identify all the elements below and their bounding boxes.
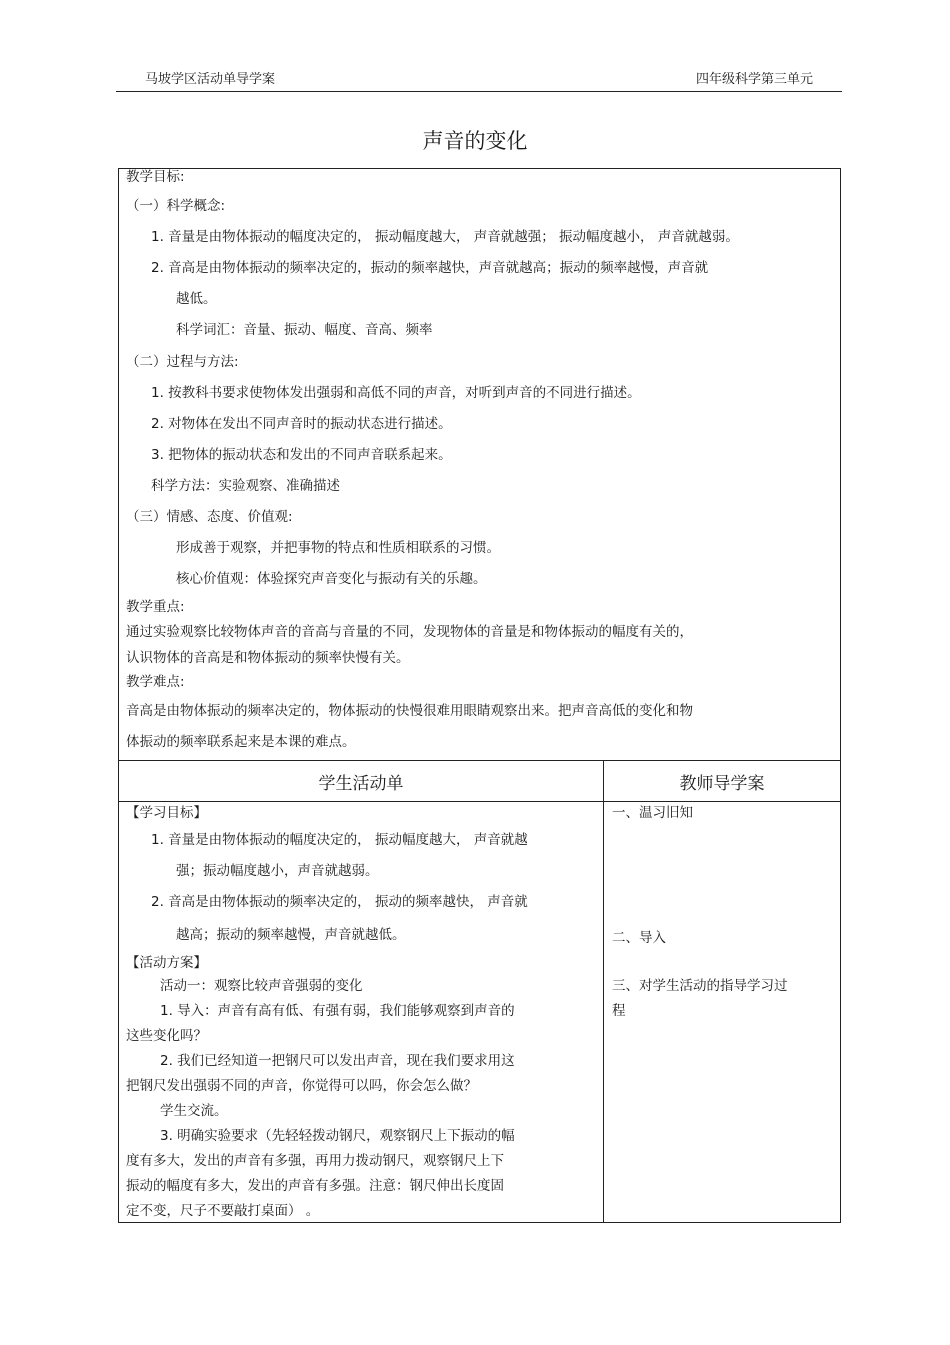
step-1-cont: 这些变化吗？ [126,1028,207,1044]
step-3: 3. 明确实验要求（先轻轻拨动钢尺，观察钢尺上下振动的幅 [160,1128,515,1144]
teacher-column-title: 教师导学案 [679,774,765,794]
science-vocab: 科学词汇：音量、振动、幅度、音高、频率 [176,322,433,338]
process-heading: （二）过程与方法: [126,354,239,370]
process-item-2: 2. 对物体在发出不同声音时的振动状态进行描述。 [151,416,452,432]
header-unit-name: 四年级科学第三单元 [695,72,813,87]
learning-goal-1: 1. 音量是由物体振动的幅度决定的， 振动幅度越大， 声音就越 [151,832,528,848]
teacher-item-guidance-cont: 程 [612,1003,626,1019]
step-3-cont-2: 振动的幅度有多大，发出的声音有多强。注意：钢尺伸出长度固 [126,1178,504,1194]
step-3-cont-3: 定不变，尺子不要敲打桌面） 。 [126,1203,320,1219]
attitude-heading: （三）情感、态度、价值观: [126,509,293,525]
learning-goal-2: 2. 音高是由物体振动的频率决定的， 振动的频率越快， 声音就 [151,894,528,910]
learning-goal-heading: 【学习目标】 [126,805,207,821]
header-school-name: 马坡学区活动单导学案 [145,72,276,87]
page-title: 声音的变化 [422,129,528,153]
learning-goal-2-cont: 越高；振动的频率越慢，声音就越低。 [176,927,406,943]
teacher-guide-cell [603,801,841,1223]
attitude-item-2: 核心价值观：体验探究声音变化与振动有关的乐趣。 [176,571,487,587]
teacher-item-review: 一、温习旧知 [612,805,693,821]
learning-goal-1-cont: 强；振动幅度越小，声音就越弱。 [176,863,379,879]
objectives-section [118,168,841,761]
concept-item-2: 2. 音高是由物体振动的频率决定的，振动的频率越快，声音就越高；振动的频率越慢，声音就 [151,260,709,276]
student-column-title: 学生活动单 [318,774,404,794]
teacher-item-intro: 二、导入 [612,930,666,946]
concept-item-2-cont: 越低。 [176,291,217,307]
step-2: 2. 我们已经知道一把钢尺可以发出声音，现在我们要求用这 [160,1053,515,1069]
key-point-line-2: 认识物体的音高是和物体振动的频率快慢有关。 [126,650,410,666]
step-3-cont-1: 度有多大，发出的声音有多强，再用力拨动钢尺，观察钢尺上下 [126,1153,504,1169]
attitude-item-1: 形成善于观察，并把事物的特点和性质相联系的习惯。 [176,540,500,556]
teacher-item-guidance: 三、对学生活动的指导学习过 [612,978,788,994]
process-item-3: 3. 把物体的振动状态和发出的不同声音联系起来。 [151,447,452,463]
difficulty-line-1: 音高是由物体振动的频率决定的，物体振动的快慢很难用眼睛观察出来。把声音高低的变化和物 [126,703,693,719]
difficulty-heading: 教学难点: [126,674,185,690]
student-exchange: 学生交流。 [160,1103,228,1119]
concepts-heading: （一）科学概念: [126,198,226,214]
process-item-1: 1. 按教科书要求使物体发出强弱和高低不同的声音，对听到声音的不同进行描述。 [151,385,641,401]
objectives-heading: 教学目标: [126,169,185,185]
concept-item-1: 1. 音量是由物体振动的幅度决定的， 振动幅度越大， 声音就越强； 振动幅度越小， 声音就越弱。 [151,229,739,245]
step-2-cont: 把钢尺发出强弱不同的声音，你觉得可以吗，你会怎么做？ [126,1078,477,1094]
difficulty-line-2: 体振动的频率联系起来是本课的难点。 [126,734,356,750]
key-point-line-1: 通过实验观察比较物体声音的音高与音量的不同，发现物体的音量是和物体振动的幅度有关的， [126,624,693,640]
header-divider [116,91,842,92]
science-method: 科学方法：实验观察、准确描述 [151,478,340,494]
activity-plan-heading: 【活动方案】 [126,955,207,971]
step-1: 1. 导入：声音有高有低、有强有弱，我们能够观察到声音的 [160,1003,515,1019]
key-point-heading: 教学重点: [126,599,185,615]
activity-one-title: 活动一：观察比较声音强弱的变化 [160,978,363,994]
